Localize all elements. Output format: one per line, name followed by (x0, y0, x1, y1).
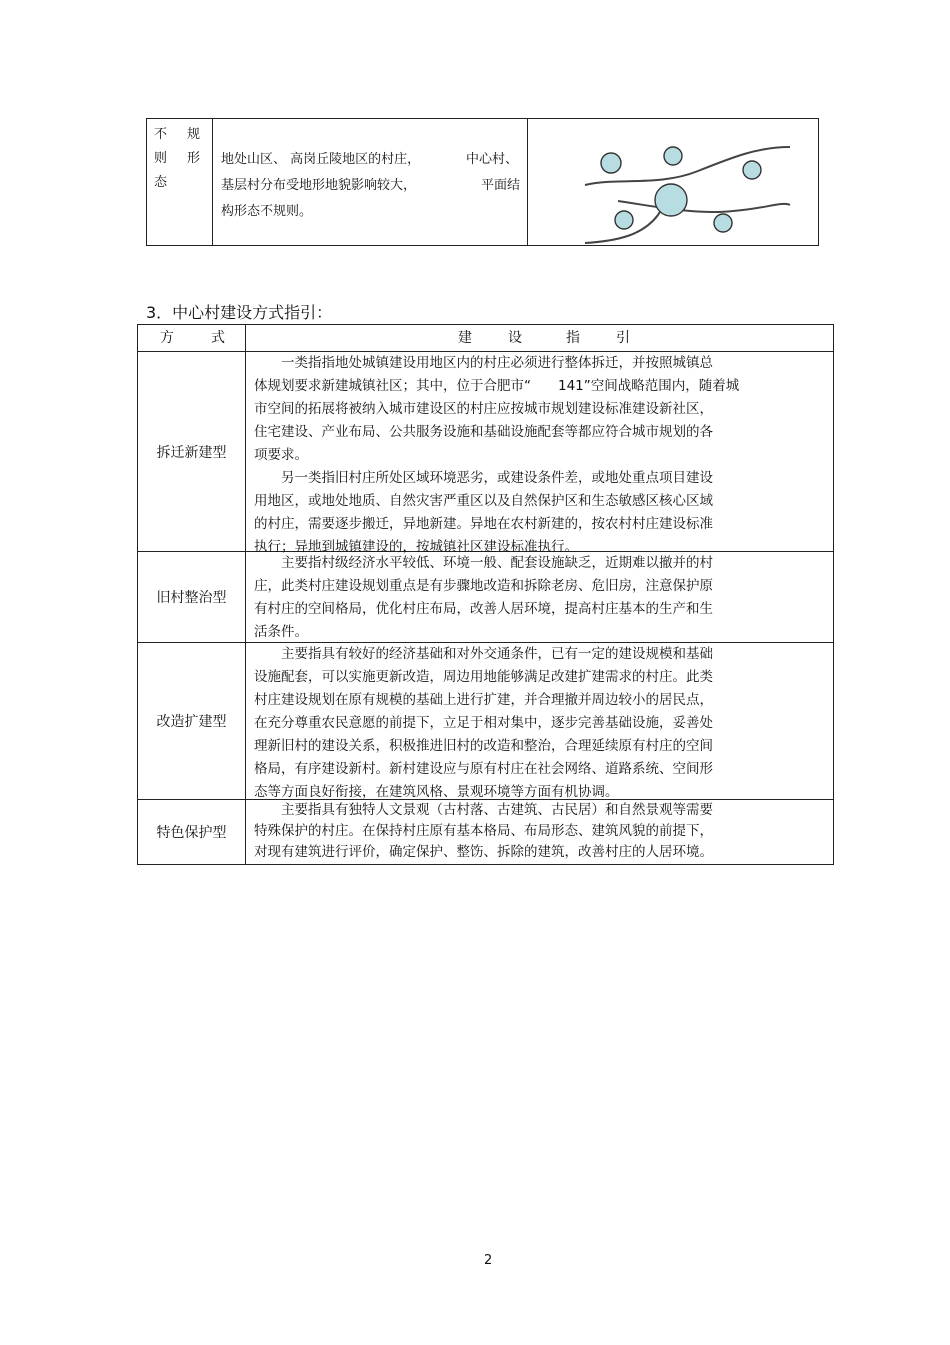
desc-text: 平面结 (481, 178, 521, 193)
page-number: 2 (484, 1253, 493, 1268)
guide-line: 活条件。 (254, 624, 308, 640)
guide-line: 一类指指地处城镇建设用地区内的村庄必须进行整体拆迁，并按照城镇总 (254, 355, 713, 371)
guide-line: 格局，有序建设新村。新村建设应与原有村庄在社会网络、道路系统、空间形 (254, 761, 713, 777)
header-text: 方 (160, 330, 174, 346)
guidance-table (137, 324, 834, 865)
desc-text: 地处山区、 高岗丘陵地区的村庄， (221, 152, 421, 167)
village-circle (664, 147, 682, 165)
guide-line: 在充分尊重农民意愿的前提下，立足于相对集中，逐步完善基础设施，妥善处 (254, 715, 713, 731)
form-table (146, 118, 819, 246)
village-circle (743, 161, 761, 179)
header-type-cell (138, 325, 246, 351)
guide-line: 另一类指旧村庄所处区域环境恶劣，或建设条件差，或地处重点项目建设 (254, 470, 713, 486)
label-char: 规 (187, 127, 201, 142)
guide-line: 对现有建筑进行评价，确定保护、整饬、拆除的建筑，改善村庄的人居环境。 (254, 844, 713, 860)
desc-text: 中心村、 (466, 152, 519, 167)
form-description-cell (213, 119, 528, 245)
village-circle (601, 153, 621, 173)
guide-line: 主要指具有较好的经济基础和对外交通条件，已有一定的建设规模和基础 (254, 646, 713, 662)
guide-line: 态等方面良好衔接，在建筑风格、景观环境等方面有机协调。 (254, 784, 619, 800)
label-char: 不 (154, 127, 168, 142)
guide-line: 主要指具有独特人文景观（古村落、古建筑、古民居）和自然景观等需要 (254, 802, 713, 818)
row-type: 旧村整治型 (138, 552, 246, 642)
header-text: 建 (458, 330, 472, 346)
table-row (138, 552, 833, 643)
form-label-cell (147, 119, 213, 245)
label-char: 态 (154, 175, 168, 190)
row-type: 改造扩建型 (138, 643, 246, 799)
guide-line: 的村庄，需要逐步搬迁，异地新建。异地在农村新建的，按农村村庄建设标准 (254, 516, 713, 532)
header-text: 指 (566, 330, 580, 346)
header-text: 设 (508, 330, 522, 346)
row-guide-text (254, 352, 739, 559)
row-guide-text (254, 800, 713, 863)
row-guide-text (254, 643, 713, 804)
guide-line: 项要求。 (254, 447, 308, 463)
row-guide-text (254, 552, 713, 644)
header-text: 引 (616, 330, 630, 346)
section-title: 3．中心村建设方式指引： (146, 303, 333, 322)
label-char: 则 (154, 151, 168, 166)
table-row (138, 643, 833, 800)
village-layout-diagram (528, 119, 818, 245)
row-type: 拆迁新建型 (138, 352, 246, 551)
guide-line: 村庄建设规划在原有规模的基础上进行扩建，并合理撤并周边较小的居民点， (254, 692, 713, 708)
desc-text: 基层村分布受地形地貌影响较大， (221, 178, 417, 193)
guide-line: 住宅建设、产业布局、公共服务设施和基础设施配套等都应符合城市规划的各 (254, 424, 713, 440)
form-diagram-cell (528, 119, 818, 245)
village-circle (655, 184, 687, 216)
desc-text: 构形态不规则。 (221, 204, 313, 219)
row-type: 特色保护型 (138, 800, 246, 864)
guide-line: 理新旧村的建设关系，积极推进旧村的改造和整治，合理延续原有村庄的空间 (254, 738, 713, 754)
table-row (138, 800, 833, 864)
guide-line: 主要指村级经济水平较低、环境一般、配套设施缺乏，近期难以撤并的村 (254, 555, 713, 571)
guide-line: 执行；异地到城镇建设的，按城镇社区建设标准执行。 (254, 539, 578, 555)
guide-line: 特殊保护的村庄。在保持村庄原有基本格局、布局形态、建筑风貌的前提下， (254, 823, 713, 839)
guide-line: 市空间的拓展将被纳入城市建设区的村庄应按城市规划建设标准建设新社区， (254, 401, 713, 417)
guide-line: 庄，此类村庄建设规划重点是有步骤地改造和拆除老房、危旧房，注意保护原 (254, 578, 713, 594)
village-circle (615, 211, 633, 229)
guide-line: 体规划要求新建城镇社区；其中，位于合肥市“ 141”空间战略范围内，随着城 (254, 378, 740, 394)
village-circle (714, 214, 732, 232)
guide-line: 用地区，或地处地质、自然灾害严重区以及自然保护区和生态敏感区核心区域 (254, 493, 713, 509)
road-line (618, 201, 790, 212)
label-char: 形 (187, 151, 201, 166)
guide-line: 设施配套，可以实施更新改造，周边用地能够满足改建扩建需求的村庄。此类 (254, 669, 713, 685)
header-text: 式 (211, 330, 225, 346)
table-row (138, 352, 833, 555)
guide-line: 有村庄的空间格局，优化村庄布局，改善人居环境，提高村庄基本的生产和生 (254, 601, 713, 617)
table-header-row (138, 325, 833, 352)
